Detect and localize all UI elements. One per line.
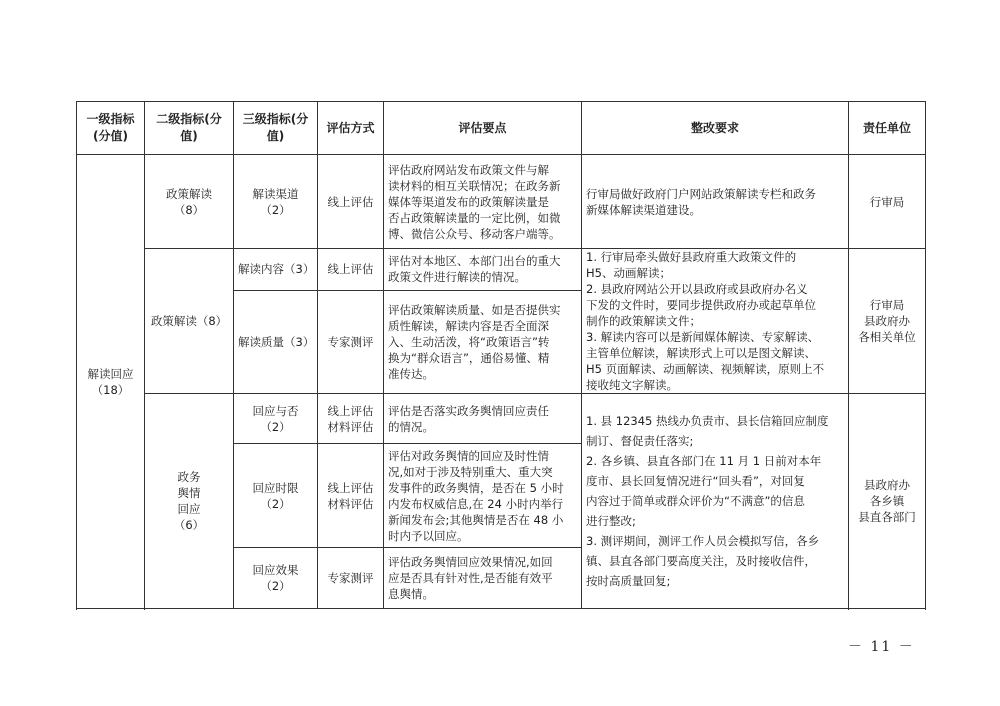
level3-cell: 解读内容（3）	[234, 249, 318, 291]
points-cell: 评估政府网站发布政策文件与解 读材料的相互关联情况；在政务新 媒体等渠道发布的政策解读量是 否占政策解读量的一定比例，如微 博、微信公众号、移动客户端等。	[384, 155, 582, 249]
header-method: 评估方式	[318, 102, 384, 155]
points-cell: 评估对本地区、本部门出台的重大 政策文件进行解读的情况。	[384, 249, 582, 291]
level2-cell: 政策解读（8）	[145, 249, 234, 394]
level2-cell: 政策解读 （8）	[145, 155, 234, 249]
level2-cell: 政务 舆情 回应 （6）	[145, 394, 234, 609]
unit-cell: 行审局	[849, 155, 926, 249]
method-cell: 专家测评	[318, 290, 384, 393]
requirements-cell: 行审局做好政府门户网站政策解读专栏和政务 新媒体解读渠道建设。	[582, 155, 849, 249]
page-number: － 11 －	[848, 639, 915, 655]
table-row	[77, 155, 926, 249]
unit-cell: 行审局 县政府办 各相关单位	[849, 249, 926, 394]
header-unit: 责任单位	[849, 102, 926, 155]
points-cell: 评估是否落实政务舆情回应责任 的情况。	[384, 394, 582, 444]
method-cell: 专家测评	[318, 548, 384, 609]
points-cell: 评估政策解读质量、如是否提供实 质性解读，解读内容是否全面深 入、生动活泼，将“政策语言”转 换为“群众语言”，通俗易懂、精 准传达。	[384, 290, 582, 393]
method-cell: 线上评估	[318, 249, 384, 291]
points-cell: 评估对政务舆情的回应及时性情 况,如对于涉及特别重大、重大突 发事件的政务舆情，是否在 5 小时 内发布权威信息,在 24 小时内举行 新闻发布会;其他舆情是否在 48 小 时内予以回应。	[384, 444, 582, 548]
level3-cell: 解读质量（3）	[234, 290, 318, 393]
level3-cell: 回应与否 （2）	[234, 394, 318, 444]
requirements-cell: 1. 行审局牵头做好县政府重大政策文件的 H5、动画解读； 2. 县政府网站公开以县政府或县政府办名义 下发的文件时，要同步提供政府办或起草单位 制作的政策解读文件； 3. 解读内容可以是新闻媒体解读、专家解读、 主管单位解读，解读形式上可以是图文解读、 H5 页面解读、动画解读、视频解读，原则上不 接收纯文字解读。	[582, 249, 849, 394]
header-row	[77, 102, 926, 155]
method-cell: 线上评估 材料评估	[318, 394, 384, 444]
table-row	[77, 394, 926, 444]
level3-cell: 回应时限 （2）	[234, 444, 318, 548]
header-level1: 一级指标(分值)	[77, 102, 145, 155]
level3-cell: 回应效果 （2）	[234, 548, 318, 609]
points-cell: 评估政务舆情回应效果情况,如回 应是否具有针对性,是否能有效平 息舆情。	[384, 548, 582, 609]
level3-cell: 解读渠道 （2）	[234, 155, 318, 249]
method-cell: 线上评估	[318, 155, 384, 249]
header-level3: 三级指标(分值)	[234, 102, 318, 155]
evaluation-table	[76, 101, 926, 609]
header-points: 评估要点	[384, 102, 582, 155]
table-row	[77, 249, 926, 291]
unit-cell: 县政府办 各乡镇 县直各部门	[849, 394, 926, 609]
header-requirements: 整改要求	[582, 102, 849, 155]
method-cell: 线上评估 材料评估	[318, 444, 384, 548]
header-level2: 二级指标(分值)	[145, 102, 234, 155]
level1-cell: 解读回应 （18）	[77, 155, 145, 609]
requirements-cell: 1. 县 12345 热线办负责市、县长信箱回应制度 制订、督促责任落实; 2. 各乡镇、县直各部门在 11 月 1 日前对本年 度市、县长回复情况进行“回头看”，对回复 内容过于简单或群众评价为“不满意”的信息 进行整改; 3. 测评期间，测评工作人员会模拟写信，各乡 镇、县直各部门要高度关注，及时接收信件， 按时高质量回复;	[582, 394, 849, 609]
